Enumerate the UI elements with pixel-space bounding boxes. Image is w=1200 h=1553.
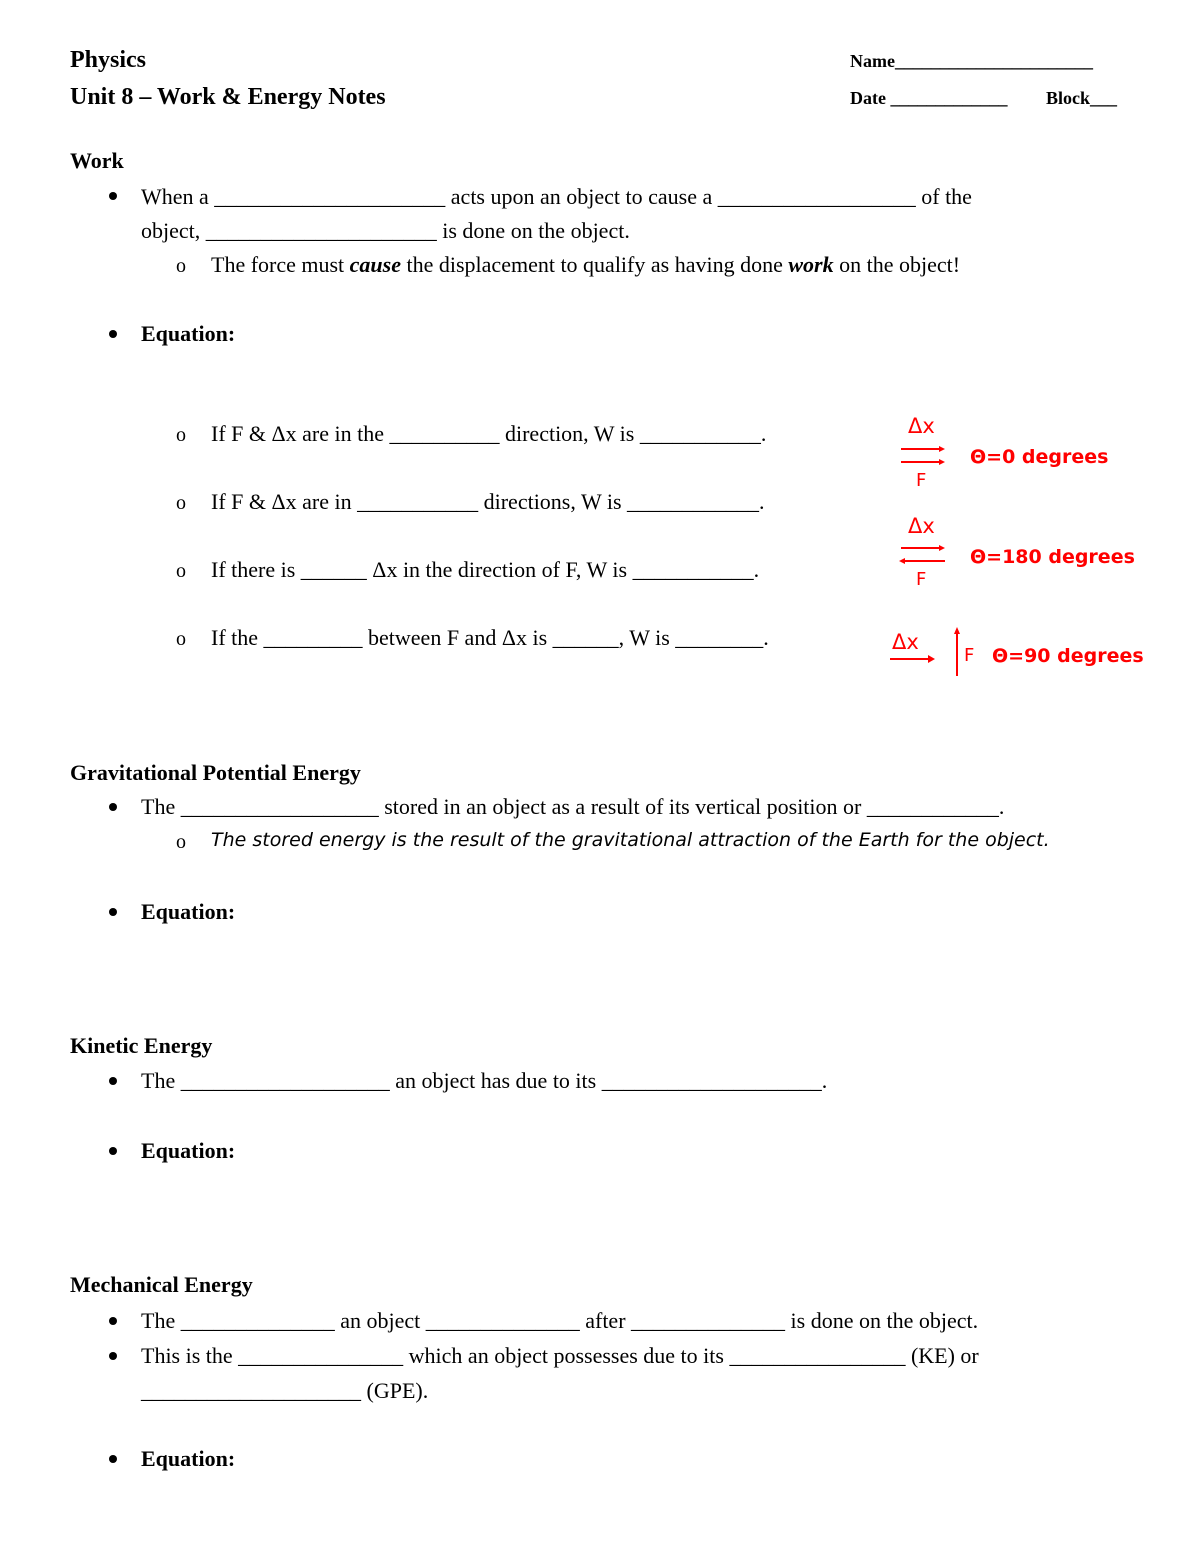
work-case-same-direction: If F & Δx are in the __________ direction, W is ___________. <box>211 421 767 446</box>
work-definition-line2: object, _____________________ is done on the object. <box>141 218 630 243</box>
bullet <box>109 803 117 811</box>
work-case-no-displacement: If there is ______ Δx in the direction of F, W is ___________. <box>211 557 760 582</box>
gpe-heading: Gravitational Potential Energy <box>70 760 361 785</box>
diagram3-theta-label: Θ=90 degrees <box>992 645 1144 667</box>
gpe-note: The stored energy is the result of the gravitational attraction of the Earth for the object. <box>211 829 1050 851</box>
course-title: Physics <box>70 47 147 73</box>
diagram2-f-label: F <box>916 569 927 590</box>
bullet <box>109 1317 117 1325</box>
date-field[interactable]: Date _____________ <box>850 88 1008 108</box>
diagram3-dx-label: Δx <box>892 630 919 654</box>
work-case-angle: If the _________ between F and Δx is ______, W is ________. <box>211 625 769 650</box>
me-definition-line3: ____________________ (GPE). <box>141 1378 429 1403</box>
gpe-definition: The __________________ stored in an object as a result of its vertical position or ____________. <box>141 794 1005 819</box>
work-cause-note: The force must cause the displacement to qualify as having done work on the object! <box>211 252 961 277</box>
diagram2-arrows <box>899 542 949 567</box>
work-case-opposite-direction: If F & Δx are in ___________ directions, W is ____________. <box>211 489 765 514</box>
bullet <box>109 192 117 200</box>
bullet <box>109 1077 117 1085</box>
sub-bullet: o <box>176 628 186 650</box>
me-heading: Mechanical Energy <box>70 1272 253 1297</box>
work-equation-label: Equation: <box>141 321 236 346</box>
bullet <box>109 908 117 916</box>
name-field[interactable]: Name______________________ <box>850 51 1093 71</box>
ke-definition: The ___________________ an object has due to its ____________________. <box>141 1068 828 1093</box>
ke-heading: Kinetic Energy <box>70 1033 213 1058</box>
me-definition-line2: This is the _______________ which an object possesses due to its ________________ (KE) or <box>141 1343 979 1368</box>
diagram1-dx-label: Δx <box>908 414 935 438</box>
bullet <box>109 1147 117 1155</box>
sub-bullet: o <box>176 492 186 514</box>
diagram2-dx-label: Δx <box>908 514 935 538</box>
unit-title: Unit 8 – Work & Energy Notes <box>70 84 386 110</box>
diagram3-dx-arrow <box>888 652 938 666</box>
sub-bullet: o <box>176 424 186 446</box>
work-definition-line1: When a _____________________ acts upon an object to cause a __________________ of the <box>141 184 972 209</box>
sub-bullet: o <box>176 831 186 853</box>
bullet <box>109 1455 117 1463</box>
ke-equation-label: Equation: <box>141 1138 236 1163</box>
bullet <box>109 1352 117 1360</box>
sub-bullet: o <box>176 255 186 277</box>
work-heading: Work <box>70 148 124 173</box>
diagram1-arrows <box>899 443 949 468</box>
sub-bullet: o <box>176 560 186 582</box>
diagram1-theta-label: Θ=0 degrees <box>970 446 1109 468</box>
diagram3-f-label: F <box>964 645 975 666</box>
diagram1-f-label: F <box>916 470 927 491</box>
me-equation-label: Equation: <box>141 1446 236 1471</box>
bullet <box>109 330 117 338</box>
diagram2-theta-label: Θ=180 degrees <box>970 546 1135 568</box>
gpe-equation-label: Equation: <box>141 899 236 924</box>
block-field[interactable]: Block___ <box>1046 88 1118 108</box>
diagram3-f-arrow <box>950 626 964 678</box>
me-definition-line1: The ______________ an object ______________ after ______________ is done on the object. <box>141 1308 979 1333</box>
